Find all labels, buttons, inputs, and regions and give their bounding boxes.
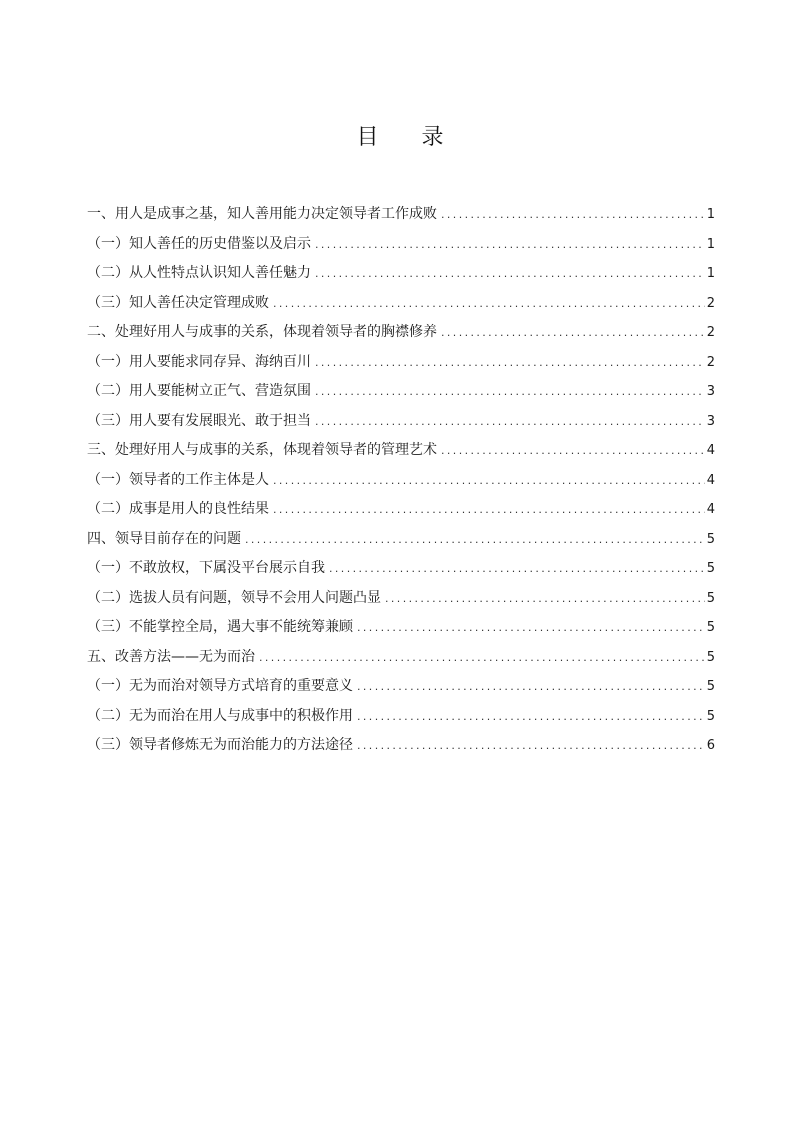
toc-entry[interactable] xyxy=(87,348,715,378)
toc-entry-page: 1 xyxy=(706,266,715,281)
toc-entry-label: 二、处理好用人与成事的关系，体现着领导者的胸襟修养 xyxy=(87,324,437,340)
toc-entry[interactable] xyxy=(87,377,715,407)
toc-entry-label: （二）选拔人员有问题，领导不会用人问题凸显 xyxy=(87,589,381,606)
toc-entry-label: （一）知人善任的历史借鉴以及启示 xyxy=(87,235,311,252)
toc-entry[interactable] xyxy=(87,200,715,230)
toc-entry-label: （三）不能掌控全局，遇大事不能统筹兼顾 xyxy=(87,619,353,635)
dot-leader xyxy=(441,318,705,348)
toc-entry-label: （一）领导者的工作主体是人 xyxy=(87,471,269,488)
toc-list xyxy=(87,200,715,761)
toc-entry-label: （二）无为而治在用人与成事中的积极作用 xyxy=(87,707,353,724)
toc-entry[interactable] xyxy=(87,230,715,260)
toc-entry[interactable] xyxy=(87,613,715,643)
dot-leader xyxy=(273,289,705,319)
toc-entry-page: 5 xyxy=(706,531,715,547)
dot-leader xyxy=(357,672,705,702)
toc-entry-page: 4 xyxy=(706,443,715,458)
toc-entry[interactable] xyxy=(87,318,715,348)
dot-leader xyxy=(357,731,705,761)
dot-leader xyxy=(245,525,705,555)
toc-entry-page: 5 xyxy=(706,649,715,665)
toc-entry[interactable] xyxy=(87,554,715,584)
toc-entry-page: 3 xyxy=(706,413,715,429)
toc-entry[interactable] xyxy=(87,289,715,319)
toc-entry-label: （一）无为而治对领导方式培育的重要意义 xyxy=(87,678,353,694)
dot-leader xyxy=(441,200,705,230)
toc-title: 目 录 xyxy=(356,125,462,150)
toc-entry-label: （一）用人要能求同存异、海纳百川 xyxy=(87,353,311,370)
dot-leader xyxy=(385,584,705,614)
dot-leader xyxy=(259,643,705,673)
toc-entry-label: 四、领导目前存在的问题 xyxy=(87,530,241,547)
toc-entry-page: 5 xyxy=(706,679,715,694)
dot-leader xyxy=(315,348,705,378)
dot-leader xyxy=(315,230,705,260)
toc-entry-page: 3 xyxy=(706,384,715,399)
toc-entry-page: 2 xyxy=(706,354,715,370)
toc-entry-label: （二）成事是用人的良性结果 xyxy=(87,501,269,517)
toc-entry[interactable] xyxy=(87,731,715,761)
toc-entry[interactable] xyxy=(87,466,715,496)
toc-entry-page: 4 xyxy=(706,502,715,517)
dot-leader xyxy=(273,495,705,525)
toc-entry-label: （三）用人要有发展眼光、敢于担当 xyxy=(87,412,311,429)
dot-leader xyxy=(315,259,705,289)
dot-leader xyxy=(357,702,705,732)
toc-entry-page: 2 xyxy=(706,295,715,311)
toc-entry[interactable] xyxy=(87,525,715,555)
toc-entry[interactable] xyxy=(87,259,715,289)
toc-entry-label: （二）从人性特点认识知人善任魅力 xyxy=(87,265,311,281)
toc-entry-page: 5 xyxy=(706,590,715,606)
toc-entry-page: 5 xyxy=(706,708,715,724)
toc-entry-label: （二）用人要能树立正气、营造氛围 xyxy=(87,383,311,399)
toc-entry-page: 1 xyxy=(706,236,715,252)
toc-entry-page: 5 xyxy=(706,561,715,576)
toc-entry-label: 五、改善方法——无为而治 xyxy=(87,648,255,665)
toc-entry[interactable] xyxy=(87,407,715,437)
dot-leader xyxy=(441,436,705,466)
dot-leader xyxy=(329,554,705,584)
dot-leader xyxy=(315,407,705,437)
toc-entry-label: （一）不敢放权，下属没平台展示自我 xyxy=(87,560,325,576)
toc-entry[interactable] xyxy=(87,702,715,732)
toc-entry-label: （三）领导者修炼无为而治能力的方法途径 xyxy=(87,737,353,753)
toc-entry[interactable] xyxy=(87,495,715,525)
dot-leader xyxy=(315,377,705,407)
toc-entry[interactable] xyxy=(87,672,715,702)
dot-leader xyxy=(273,466,705,496)
toc-entry-label: （三）知人善任决定管理成败 xyxy=(87,294,269,311)
toc-entry-label: 一、用人是成事之基，知人善用能力决定领导者工作成败 xyxy=(87,206,437,222)
toc-entry-page: 6 xyxy=(706,738,715,753)
toc-entry[interactable] xyxy=(87,584,715,614)
toc-entry-page: 1 xyxy=(706,207,715,222)
toc-entry-page: 2 xyxy=(706,325,715,340)
toc-entry[interactable] xyxy=(87,643,715,673)
toc-entry-label: 三、处理好用人与成事的关系，体现着领导者的管理艺术 xyxy=(87,442,437,458)
toc-entry[interactable] xyxy=(87,436,715,466)
dot-leader xyxy=(357,613,705,643)
toc-entry-page: 4 xyxy=(706,472,715,488)
toc-entry-page: 5 xyxy=(706,620,715,635)
